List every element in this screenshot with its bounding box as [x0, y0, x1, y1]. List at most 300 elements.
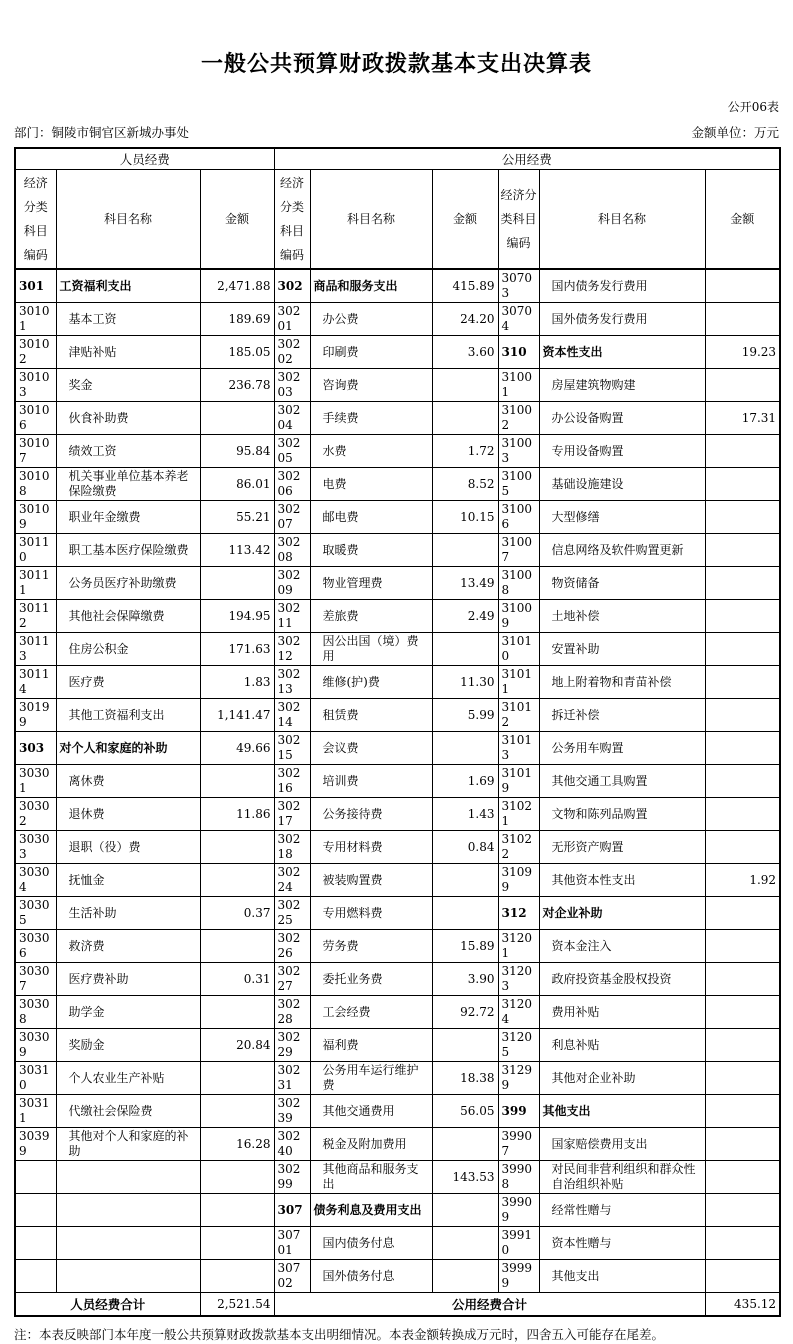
- table-row: [15, 369, 780, 402]
- code-cell: 303: [15, 732, 56, 765]
- subject-cell: 租赁费: [310, 699, 432, 732]
- code-cell: 30226: [274, 930, 310, 963]
- amount-cell: [705, 699, 780, 732]
- subject-cell: 公务用车运行维护费: [310, 1062, 432, 1095]
- code-cell: 31201: [498, 930, 539, 963]
- code-cell: 30211: [274, 600, 310, 633]
- amount-cell: [200, 567, 274, 600]
- code-cell: 30299: [274, 1161, 310, 1194]
- amount-cell: 1,141.47: [200, 699, 274, 732]
- subject-cell: 专用燃料费: [310, 897, 432, 930]
- subject-cell: 退休费: [56, 798, 200, 831]
- table-row: [15, 1029, 780, 1062]
- subject-cell: 伙食补助费: [56, 402, 200, 435]
- column-header-subject: 科目名称: [310, 170, 432, 270]
- code-cell: 30704: [498, 303, 539, 336]
- table-row: [15, 1095, 780, 1128]
- amount-cell: [705, 468, 780, 501]
- subject-cell: 会议费: [310, 732, 432, 765]
- code-cell: 30308: [15, 996, 56, 1029]
- amount-cell: [432, 864, 498, 897]
- subject-cell: 政府投资基金股权投资: [539, 963, 705, 996]
- amount-cell: [200, 1062, 274, 1095]
- code-cell: 31006: [498, 501, 539, 534]
- table-row: [15, 666, 780, 699]
- amount-cell: [200, 1227, 274, 1260]
- subject-cell: 信息网络及软件购置更新: [539, 534, 705, 567]
- code-cell: 30301: [15, 765, 56, 798]
- table-row: [15, 1260, 780, 1293]
- amount-cell: 185.05: [200, 336, 274, 369]
- subject-cell: 水费: [310, 435, 432, 468]
- amount-cell: [432, 369, 498, 402]
- code-cell: 30204: [274, 402, 310, 435]
- amount-cell: [200, 1095, 274, 1128]
- subject-cell: 大型修缮: [539, 501, 705, 534]
- amount-cell: [200, 1194, 274, 1227]
- amount-cell: [705, 567, 780, 600]
- code-cell: 399: [498, 1095, 539, 1128]
- subject-cell: 其他对个人和家庭的补助: [56, 1128, 200, 1161]
- subject-cell: 取暖费: [310, 534, 432, 567]
- code-cell: 30307: [15, 963, 56, 996]
- code-cell: 30311: [15, 1095, 56, 1128]
- amount-cell: 1.72: [432, 435, 498, 468]
- table-row: [15, 765, 780, 798]
- table-row: [15, 798, 780, 831]
- amount-cell: [705, 963, 780, 996]
- subject-cell: 公务员医疗补助缴费: [56, 567, 200, 600]
- code-cell: 31009: [498, 600, 539, 633]
- amount-cell: 10.15: [432, 501, 498, 534]
- amount-cell: [705, 633, 780, 666]
- subject-cell: 离休费: [56, 765, 200, 798]
- code-cell: 30111: [15, 567, 56, 600]
- amount-cell: 95.84: [200, 435, 274, 468]
- code-cell: 30199: [15, 699, 56, 732]
- code-cell: 30212: [274, 633, 310, 666]
- amount-cell: [705, 1161, 780, 1194]
- group-header-personnel: 人员经费: [15, 148, 274, 170]
- subject-cell: 国内债务付息: [310, 1227, 432, 1260]
- column-header-amount: 金额: [432, 170, 498, 270]
- table-row: [15, 402, 780, 435]
- column-header-amount: 金额: [200, 170, 274, 270]
- amount-cell: [200, 996, 274, 1029]
- table-note: 注：本表反映部门本年度一般公共预算财政拨款基本支出明细情况。本表金额转换成万元时，四舍五入可能存在尾差。: [14, 1327, 665, 1342]
- amount-cell: [705, 501, 780, 534]
- amount-cell: [432, 1128, 498, 1161]
- code-cell: 31005: [498, 468, 539, 501]
- code-cell: 310: [498, 336, 539, 369]
- subject-cell: 资本性支出: [539, 336, 705, 369]
- amount-cell: [705, 732, 780, 765]
- subject-cell: 差旅费: [310, 600, 432, 633]
- code-cell: 39907: [498, 1128, 539, 1161]
- code-cell: 30224: [274, 864, 310, 897]
- amount-cell: [200, 930, 274, 963]
- subject-cell: 因公出国（境）费用: [310, 633, 432, 666]
- page-title: 一般公共预算财政拨款基本支出决算表: [200, 52, 592, 77]
- subject-cell: 无形资产购置: [539, 831, 705, 864]
- subject-cell: 职业年金缴费: [56, 501, 200, 534]
- subject-cell: 公务接待费: [310, 798, 432, 831]
- subject-cell: 物资储备: [539, 567, 705, 600]
- amount-cell: 24.20: [432, 303, 498, 336]
- table-row: [15, 699, 780, 732]
- amount-cell: [432, 732, 498, 765]
- subject-cell: 专用设备购置: [539, 435, 705, 468]
- amount-cell: 1.43: [432, 798, 498, 831]
- amount-cell: [705, 534, 780, 567]
- subject-cell: 国外债务发行费用: [539, 303, 705, 336]
- amount-cell: 15.89: [432, 930, 498, 963]
- table-row: [15, 1227, 780, 1260]
- table-row: [15, 269, 780, 303]
- code-cell: 31299: [498, 1062, 539, 1095]
- group-header-public: 公用经费: [274, 148, 780, 170]
- code-cell: 30227: [274, 963, 310, 996]
- amount-cell: 17.31: [705, 402, 780, 435]
- amount-cell: [200, 1161, 274, 1194]
- subject-cell: 土地补偿: [539, 600, 705, 633]
- amount-cell: 92.72: [432, 996, 498, 1029]
- column-header-code: 经济分类科目编码: [15, 170, 56, 270]
- code-cell: 39909: [498, 1194, 539, 1227]
- code-cell: 31010: [498, 633, 539, 666]
- code-cell: 39910: [498, 1227, 539, 1260]
- code-cell: 30306: [15, 930, 56, 963]
- subject-cell: 国外债务付息: [310, 1260, 432, 1293]
- subject-cell: 咨询费: [310, 369, 432, 402]
- table-row: [15, 303, 780, 336]
- amount-cell: 143.53: [432, 1161, 498, 1194]
- table-row: [15, 501, 780, 534]
- amount-cell: 3.90: [432, 963, 498, 996]
- subject-cell: 办公费: [310, 303, 432, 336]
- subject-cell: 代缴社会保险费: [56, 1095, 200, 1128]
- amount-cell: [432, 1260, 498, 1293]
- code-cell: 30305: [15, 897, 56, 930]
- amount-cell: 56.05: [432, 1095, 498, 1128]
- amount-cell: 1.92: [705, 864, 780, 897]
- subject-cell: 福利费: [310, 1029, 432, 1062]
- code-cell: 30702: [274, 1260, 310, 1293]
- amount-cell: [705, 831, 780, 864]
- subject-cell: 津贴补贴: [56, 336, 200, 369]
- subject-cell: 绩效工资: [56, 435, 200, 468]
- amount-cell: 49.66: [200, 732, 274, 765]
- amount-cell: [705, 600, 780, 633]
- amount-cell: 0.31: [200, 963, 274, 996]
- table-row: [15, 963, 780, 996]
- subject-cell: 奖金: [56, 369, 200, 402]
- code-cell: 31008: [498, 567, 539, 600]
- subject-cell: 工会经费: [310, 996, 432, 1029]
- amount-cell: [705, 930, 780, 963]
- subject-cell: 印刷费: [310, 336, 432, 369]
- amount-cell: [432, 534, 498, 567]
- code-cell: 312: [498, 897, 539, 930]
- amount-cell: 236.78: [200, 369, 274, 402]
- code-cell: 30239: [274, 1095, 310, 1128]
- subject-cell: 安置补助: [539, 633, 705, 666]
- amount-cell: [705, 269, 780, 303]
- amount-cell: 0.37: [200, 897, 274, 930]
- code-cell: 39908: [498, 1161, 539, 1194]
- form-code-label: 公开06表: [727, 100, 779, 114]
- subject-cell: 住房公积金: [56, 633, 200, 666]
- subject-cell: 医疗费: [56, 666, 200, 699]
- subject-cell: 经常性赠与: [539, 1194, 705, 1227]
- code-cell: 302: [274, 269, 310, 303]
- subject-cell: 物业管理费: [310, 567, 432, 600]
- amount-cell: 171.63: [200, 633, 274, 666]
- subject-cell: 职工基本医疗保险缴费: [56, 534, 200, 567]
- subject-cell: 培训费: [310, 765, 432, 798]
- code-cell: [15, 1260, 56, 1293]
- code-cell: 31001: [498, 369, 539, 402]
- amount-cell: 19.23: [705, 336, 780, 369]
- subject-cell: 对民间非营利组织和群众性自治组织补贴: [539, 1161, 705, 1194]
- amount-cell: 18.38: [432, 1062, 498, 1095]
- department-label: 部门：铜陵市铜官区新城办事处: [14, 125, 190, 140]
- subject-cell: 基本工资: [56, 303, 200, 336]
- table-row: [15, 468, 780, 501]
- subject-cell: [56, 1161, 200, 1194]
- amount-cell: 113.42: [200, 534, 274, 567]
- subject-cell: 其他交通工具购置: [539, 765, 705, 798]
- amount-cell: [432, 633, 498, 666]
- code-cell: 30106: [15, 402, 56, 435]
- subject-cell: 国家赔偿费用支出: [539, 1128, 705, 1161]
- table-row: [15, 435, 780, 468]
- table-row: [15, 732, 780, 765]
- subject-cell: 个人农业生产补贴: [56, 1062, 200, 1095]
- code-cell: 30108: [15, 468, 56, 501]
- amount-cell: [705, 666, 780, 699]
- subject-cell: 手续费: [310, 402, 432, 435]
- subject-cell: 国内债务发行费用: [539, 269, 705, 303]
- subject-cell: 被装购置费: [310, 864, 432, 897]
- subject-cell: 其他工资福利支出: [56, 699, 200, 732]
- code-cell: 30304: [15, 864, 56, 897]
- public-total-label: 公用经费合计: [274, 1293, 705, 1317]
- amount-cell: 55.21: [200, 501, 274, 534]
- amount-cell: 3.60: [432, 336, 498, 369]
- amount-cell: 189.69: [200, 303, 274, 336]
- table-row: [15, 897, 780, 930]
- code-cell: 30201: [274, 303, 310, 336]
- subject-cell: 邮电费: [310, 501, 432, 534]
- amount-cell: 2.49: [432, 600, 498, 633]
- amount-cell: 2,471.88: [200, 269, 274, 303]
- subject-cell: 医疗费补助: [56, 963, 200, 996]
- subject-cell: 公务用车购置: [539, 732, 705, 765]
- code-cell: 30309: [15, 1029, 56, 1062]
- table-row: [15, 831, 780, 864]
- code-cell: 30209: [274, 567, 310, 600]
- code-cell: 30303: [15, 831, 56, 864]
- amount-cell: 1.83: [200, 666, 274, 699]
- column-header-amount: 金额: [705, 170, 780, 270]
- meta-row: [14, 123, 779, 141]
- code-cell: 30206: [274, 468, 310, 501]
- code-cell: 30302: [15, 798, 56, 831]
- table-row: [15, 336, 780, 369]
- column-header-subject: 科目名称: [539, 170, 705, 270]
- code-cell: 307: [274, 1194, 310, 1227]
- amount-cell: [705, 996, 780, 1029]
- amount-cell: [705, 798, 780, 831]
- code-cell: 31011: [498, 666, 539, 699]
- subject-cell: 商品和服务支出: [310, 269, 432, 303]
- subject-cell: 抚恤金: [56, 864, 200, 897]
- code-cell: 30231: [274, 1062, 310, 1095]
- amount-cell: [200, 864, 274, 897]
- code-cell: 30218: [274, 831, 310, 864]
- code-cell: 30113: [15, 633, 56, 666]
- code-cell: [15, 1194, 56, 1227]
- subject-cell: 维修(护)费: [310, 666, 432, 699]
- subject-cell: 基础设施建设: [539, 468, 705, 501]
- code-cell: 30107: [15, 435, 56, 468]
- amount-cell: 11.86: [200, 798, 274, 831]
- subject-cell: 其他商品和服务支出: [310, 1161, 432, 1194]
- amount-cell: [432, 1194, 498, 1227]
- subject-cell: [56, 1227, 200, 1260]
- amount-cell: 1.69: [432, 765, 498, 798]
- code-cell: 31013: [498, 732, 539, 765]
- table-row: [15, 864, 780, 897]
- code-cell: 30225: [274, 897, 310, 930]
- subject-cell: 奖励金: [56, 1029, 200, 1062]
- subject-cell: 助学金: [56, 996, 200, 1029]
- amount-cell: 20.84: [200, 1029, 274, 1062]
- table-row: [15, 996, 780, 1029]
- subject-cell: 资本性赠与: [539, 1227, 705, 1260]
- subject-cell: 电费: [310, 468, 432, 501]
- code-cell: 301: [15, 269, 56, 303]
- table-row: [15, 600, 780, 633]
- subject-cell: 费用补贴: [539, 996, 705, 1029]
- code-cell: 30703: [498, 269, 539, 303]
- table-row: [15, 1194, 780, 1227]
- column-header-code: 经济分类科目编码: [274, 170, 310, 270]
- amount-cell: 0.84: [432, 831, 498, 864]
- amount-cell: [705, 1227, 780, 1260]
- amount-cell: 13.49: [432, 567, 498, 600]
- amount-cell: [705, 1029, 780, 1062]
- table-row: [15, 1128, 780, 1161]
- table-row: [15, 1062, 780, 1095]
- code-cell: 30102: [15, 336, 56, 369]
- code-cell: 31205: [498, 1029, 539, 1062]
- code-cell: 30205: [274, 435, 310, 468]
- code-cell: 31099: [498, 864, 539, 897]
- amount-cell: [200, 1260, 274, 1293]
- group-header-row: [15, 148, 780, 170]
- subject-cell: 其他社会保障缴费: [56, 600, 200, 633]
- code-cell: 30207: [274, 501, 310, 534]
- personnel-total-label: 人员经费合计: [15, 1293, 200, 1317]
- column-header-row: [15, 170, 780, 270]
- code-cell: 30228: [274, 996, 310, 1029]
- amount-cell: [200, 765, 274, 798]
- table-row: [15, 567, 780, 600]
- code-cell: 31203: [498, 963, 539, 996]
- amount-cell: [705, 1062, 780, 1095]
- subject-cell: 资本金注入: [539, 930, 705, 963]
- code-cell: 31021: [498, 798, 539, 831]
- code-cell: 30217: [274, 798, 310, 831]
- subject-cell: 专用材料费: [310, 831, 432, 864]
- amount-cell: [705, 435, 780, 468]
- code-cell: 39999: [498, 1260, 539, 1293]
- code-cell: 30701: [274, 1227, 310, 1260]
- code-cell: 30214: [274, 699, 310, 732]
- subject-cell: 办公设备购置: [539, 402, 705, 435]
- subject-cell: 委托业务费: [310, 963, 432, 996]
- amount-cell: 5.99: [432, 699, 498, 732]
- code-cell: 30203: [274, 369, 310, 402]
- subject-cell: 对个人和家庭的补助: [56, 732, 200, 765]
- amount-cell: [432, 897, 498, 930]
- subject-cell: [56, 1260, 200, 1293]
- code-cell: 30114: [15, 666, 56, 699]
- amount-cell: 16.28: [200, 1128, 274, 1161]
- subject-cell: 税金及附加费用: [310, 1128, 432, 1161]
- subject-cell: 机关事业单位基本养老保险缴费: [56, 468, 200, 501]
- code-cell: [15, 1227, 56, 1260]
- amount-cell: 86.01: [200, 468, 274, 501]
- amount-cell: [432, 1029, 498, 1062]
- subject-cell: 利息补贴: [539, 1029, 705, 1062]
- amount-cell: [200, 402, 274, 435]
- amount-cell: [200, 831, 274, 864]
- code-cell: 30110: [15, 534, 56, 567]
- table-row: [15, 534, 780, 567]
- amount-cell: 415.89: [432, 269, 498, 303]
- table-row: [15, 633, 780, 666]
- subject-cell: 劳务费: [310, 930, 432, 963]
- code-cell: 31204: [498, 996, 539, 1029]
- subject-cell: 救济费: [56, 930, 200, 963]
- subject-cell: 工资福利支出: [56, 269, 200, 303]
- code-cell: 30101: [15, 303, 56, 336]
- code-cell: 30202: [274, 336, 310, 369]
- subject-cell: 债务利息及费用支出: [310, 1194, 432, 1227]
- subject-cell: 拆迁补偿: [539, 699, 705, 732]
- amount-cell: 8.52: [432, 468, 498, 501]
- totals-row: [15, 1293, 780, 1317]
- amount-cell: [705, 765, 780, 798]
- table-row: [15, 930, 780, 963]
- budget-table: [14, 147, 781, 1317]
- code-cell: [15, 1161, 56, 1194]
- code-cell: 30229: [274, 1029, 310, 1062]
- code-cell: 31019: [498, 765, 539, 798]
- subject-cell: 房屋建筑物购建: [539, 369, 705, 402]
- code-cell: 30109: [15, 501, 56, 534]
- subject-cell: 文物和陈列品购置: [539, 798, 705, 831]
- amount-cell: [705, 1260, 780, 1293]
- code-cell: 30215: [274, 732, 310, 765]
- code-cell: 31012: [498, 699, 539, 732]
- code-cell: 30213: [274, 666, 310, 699]
- code-cell: 30240: [274, 1128, 310, 1161]
- code-cell: 30216: [274, 765, 310, 798]
